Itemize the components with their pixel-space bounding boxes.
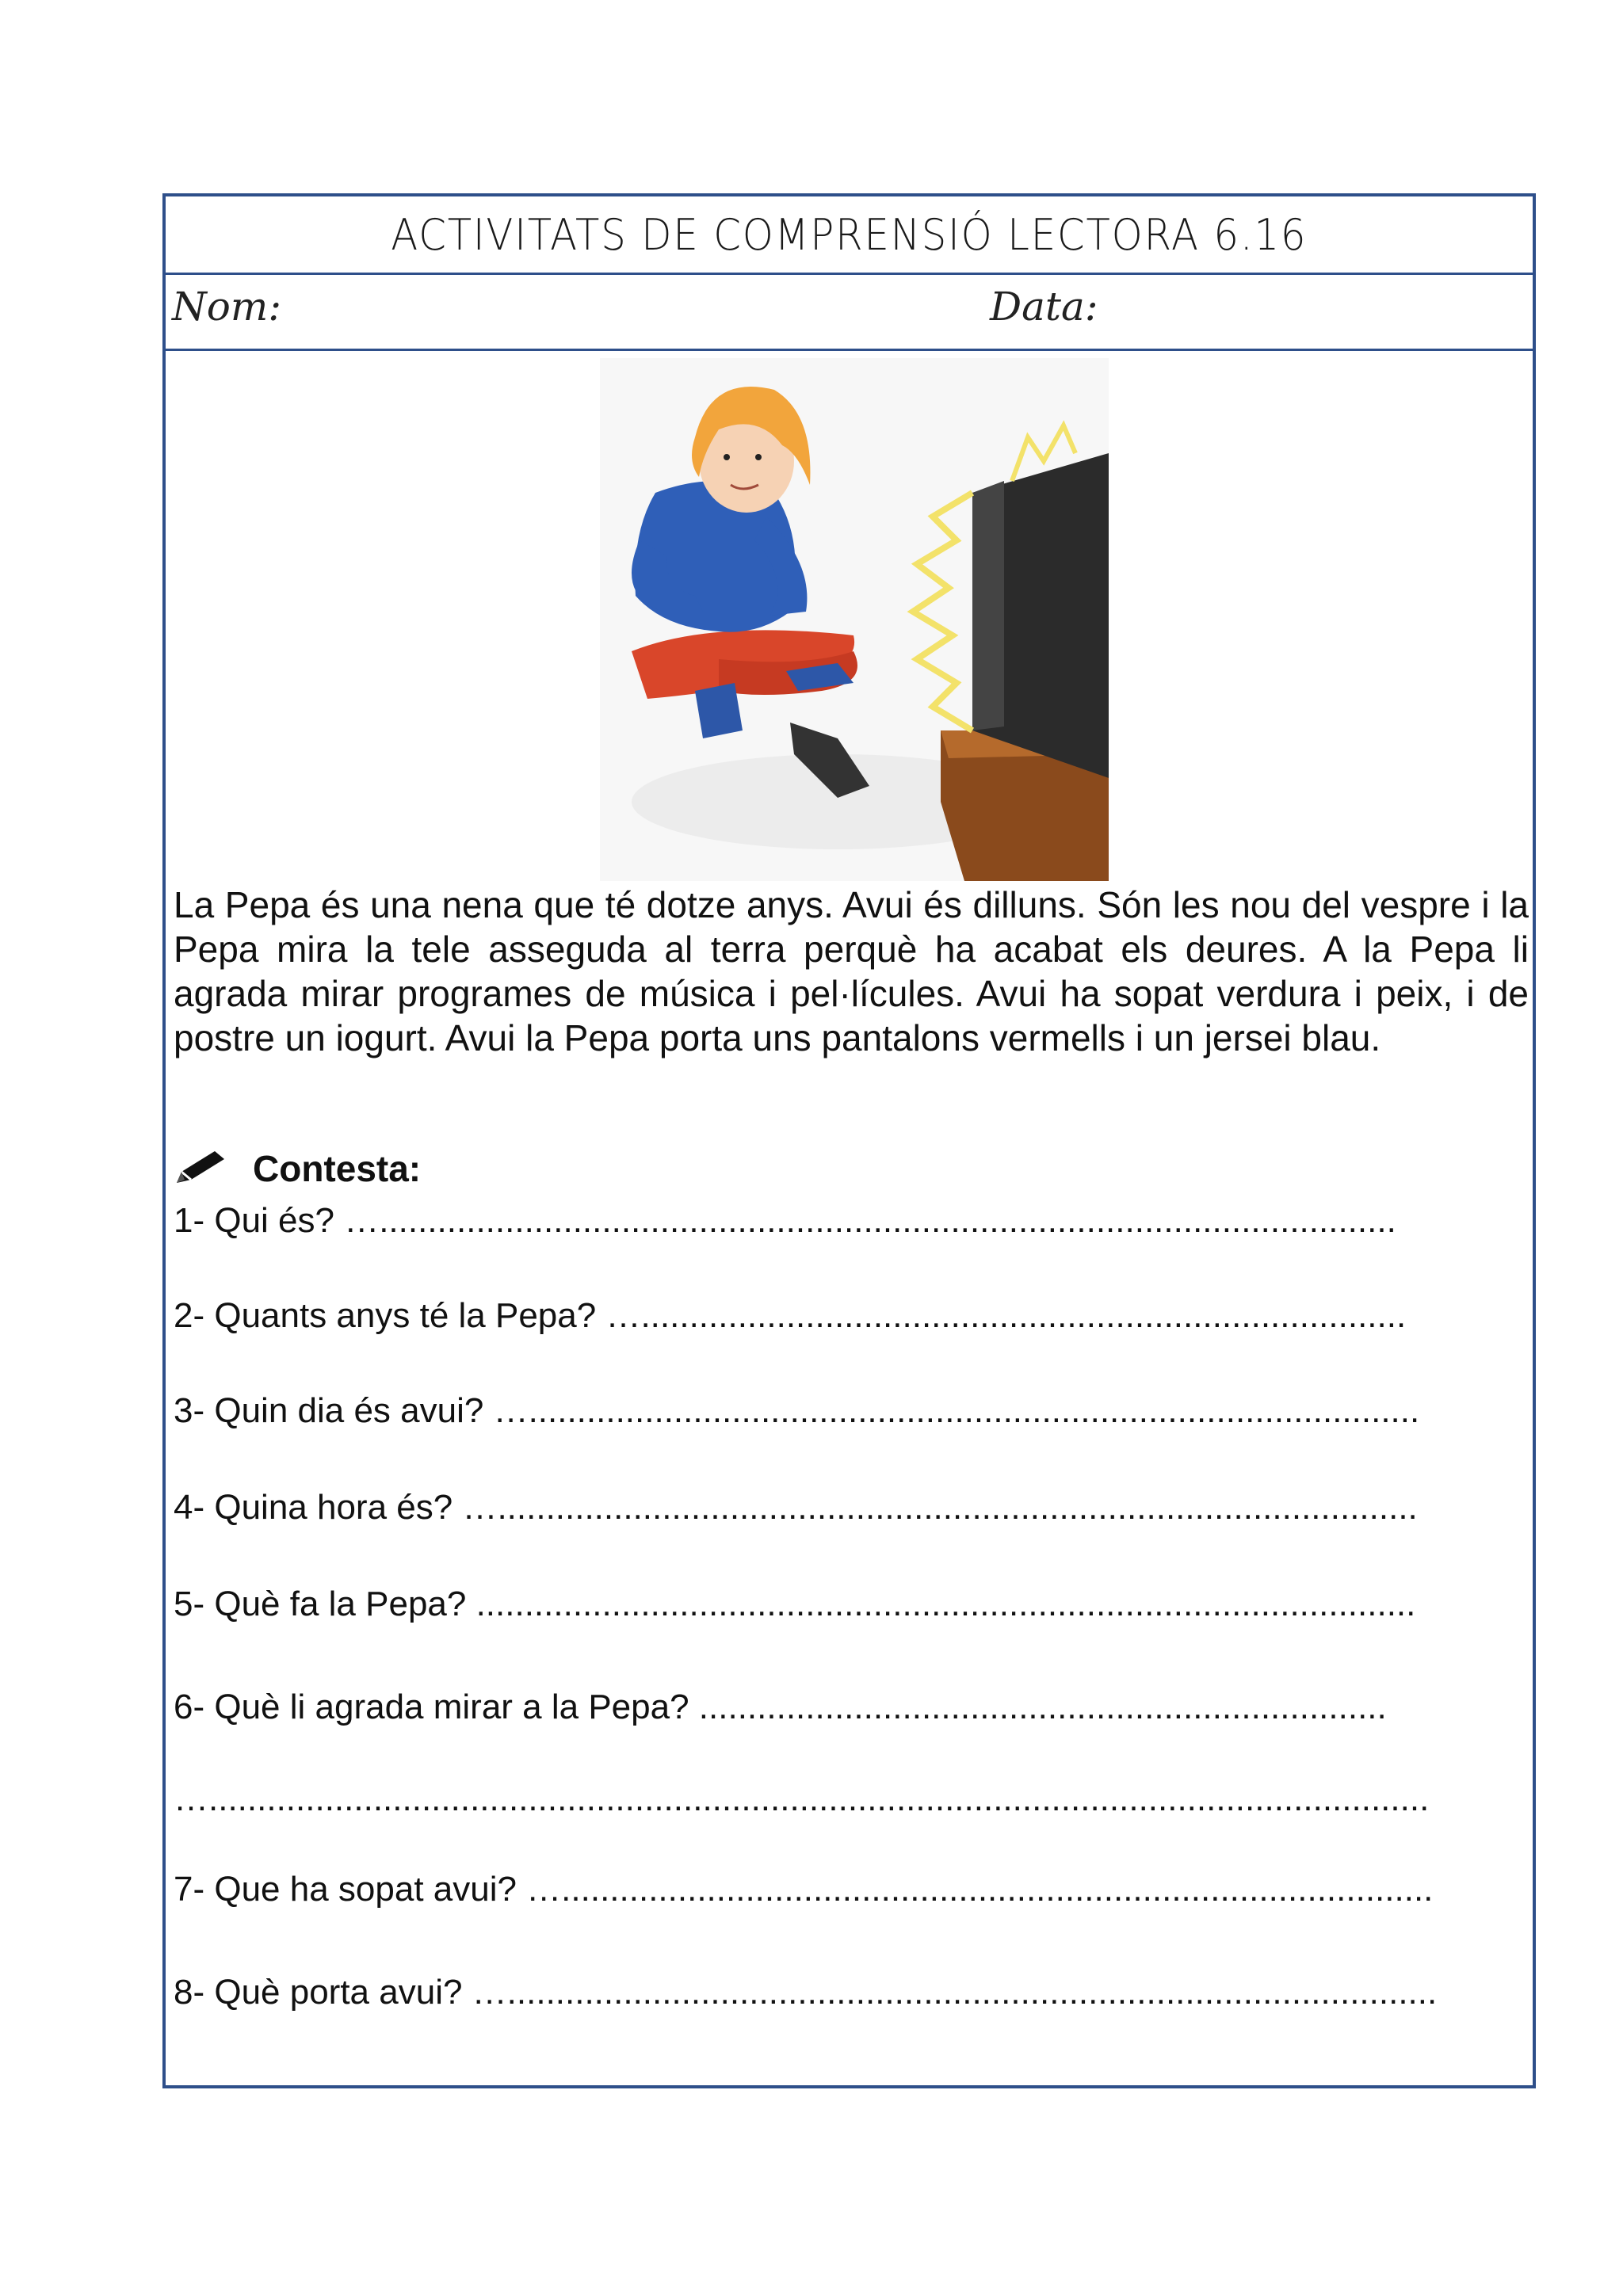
name-label: Nom: <box>172 284 282 330</box>
question-5: 5- Què fa la Pepa? ................................................................................................. <box>174 1585 1416 1623</box>
question-6-continuation: ….............................................................................................................................. <box>174 1779 1430 1818</box>
title-row <box>166 196 1533 275</box>
reading-passage: La Pepa és una nena que té dotze anys. Avui és dilluns. Són les nou del vespre i la Pepa mira la tele asseguda al terra perquè ha acabat els deures. A la Pepa li agrada mirar programes de música i pel·lícules. Avui ha sopat verdura i peix, i de postre un iogurt. Avui la Pepa porta uns pantalons vermells i un jersei blau. <box>174 884 1529 1058</box>
question-8: 8- Què porta avui? …................................................................................................ <box>174 1973 1438 2012</box>
pencil-icon <box>174 1148 231 1190</box>
date-label: Data: <box>990 284 1098 330</box>
contesta-heading <box>174 1147 421 1190</box>
question-1: 1- Qui és? …......................................................................................................... <box>174 1201 1396 1240</box>
worksheet-title: ACTIVITATS DE COMPRENSIÓ LECTORA 6.16 <box>391 209 1308 260</box>
illustration-svg <box>600 358 1109 881</box>
worksheet-frame <box>162 193 1536 2088</box>
question-3: 3- Quin dia és avui? …............................................................................................ <box>174 1391 1420 1430</box>
question-7: 7- Que ha sopat avui? ….......................................................................................... <box>174 1870 1434 1909</box>
question-2: 2- Quants anys té la Pepa? …............................................................................... <box>174 1296 1407 1335</box>
illustration-girl-watching-tv <box>600 358 1109 881</box>
question-6: 6- Què li agrada mirar a la Pepa? ....................................................................... <box>174 1688 1387 1726</box>
name-date-row <box>166 273 1533 351</box>
question-4: 4- Quina hora és? …............................................................................................... <box>174 1488 1418 1527</box>
contesta-label: Contesta: <box>253 1148 422 1189</box>
